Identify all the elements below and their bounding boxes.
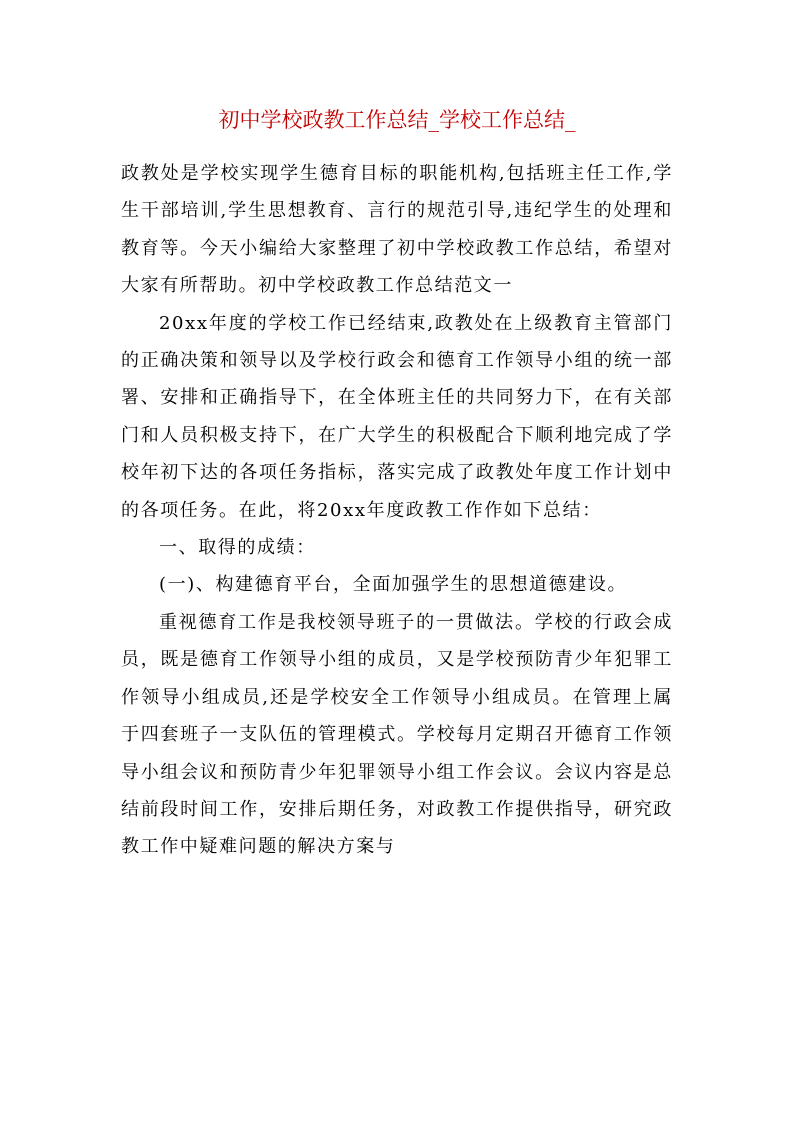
document-body [121, 155, 673, 866]
paragraph-intro: 政教处是学校实现学生德育目标的职能机构,包括班主任工作,学生干部培训,学生思想教育、言行的规范引导,违纪学生的处理和教育等。今天小编给大家整理了初中学校政教工作总结，希望对大家有所帮助。初中学校政教工作总结范文一 [121, 163, 673, 297]
paragraph-moral-education: 重视德育工作是我校领导班子的一贯做法。学校的行政会成员，既是德育工作领导小组的成员，又是学校预防青少年犯罪工作领导小组成员,还是学校安全工作领导小组成员。在管理上属于四套班子一支队伍的管理模式。学校每月定期召开德育工作领导小组会议和预防青少年犯罪领导小组工作会议。会议内容是总结前段时间工作，安排后期任务，对政教工作提供指导，研究政教工作中疑难问题的解决方案与 [121, 611, 673, 858]
document-title: 初中学校政教工作总结_学校工作总结_ [218, 108, 576, 132]
paragraph-annual-summary: 20xx年度的学校工作已经结束,政教处在上级教育主管部门的正确决策和领导以及学校行政会和德育工作领导小组的统一部署、安排和正确指导下，在全体班主任的共同努力下，在有关部门和人员积极支持下，在广大学生的积极配合下顺利地完成了学校年初下达的各项任务指标，落实完成了政教处年度工作计划中的各项任务。在此，将20xx年度政教工作作如下总结： [121, 312, 673, 521]
section-heading-achievements: 一、取得的成绩： [159, 537, 316, 559]
subsection-heading-moral-platform: (一)、构建德育平台，全面加强学生的思想道德建设。 [159, 574, 628, 596]
